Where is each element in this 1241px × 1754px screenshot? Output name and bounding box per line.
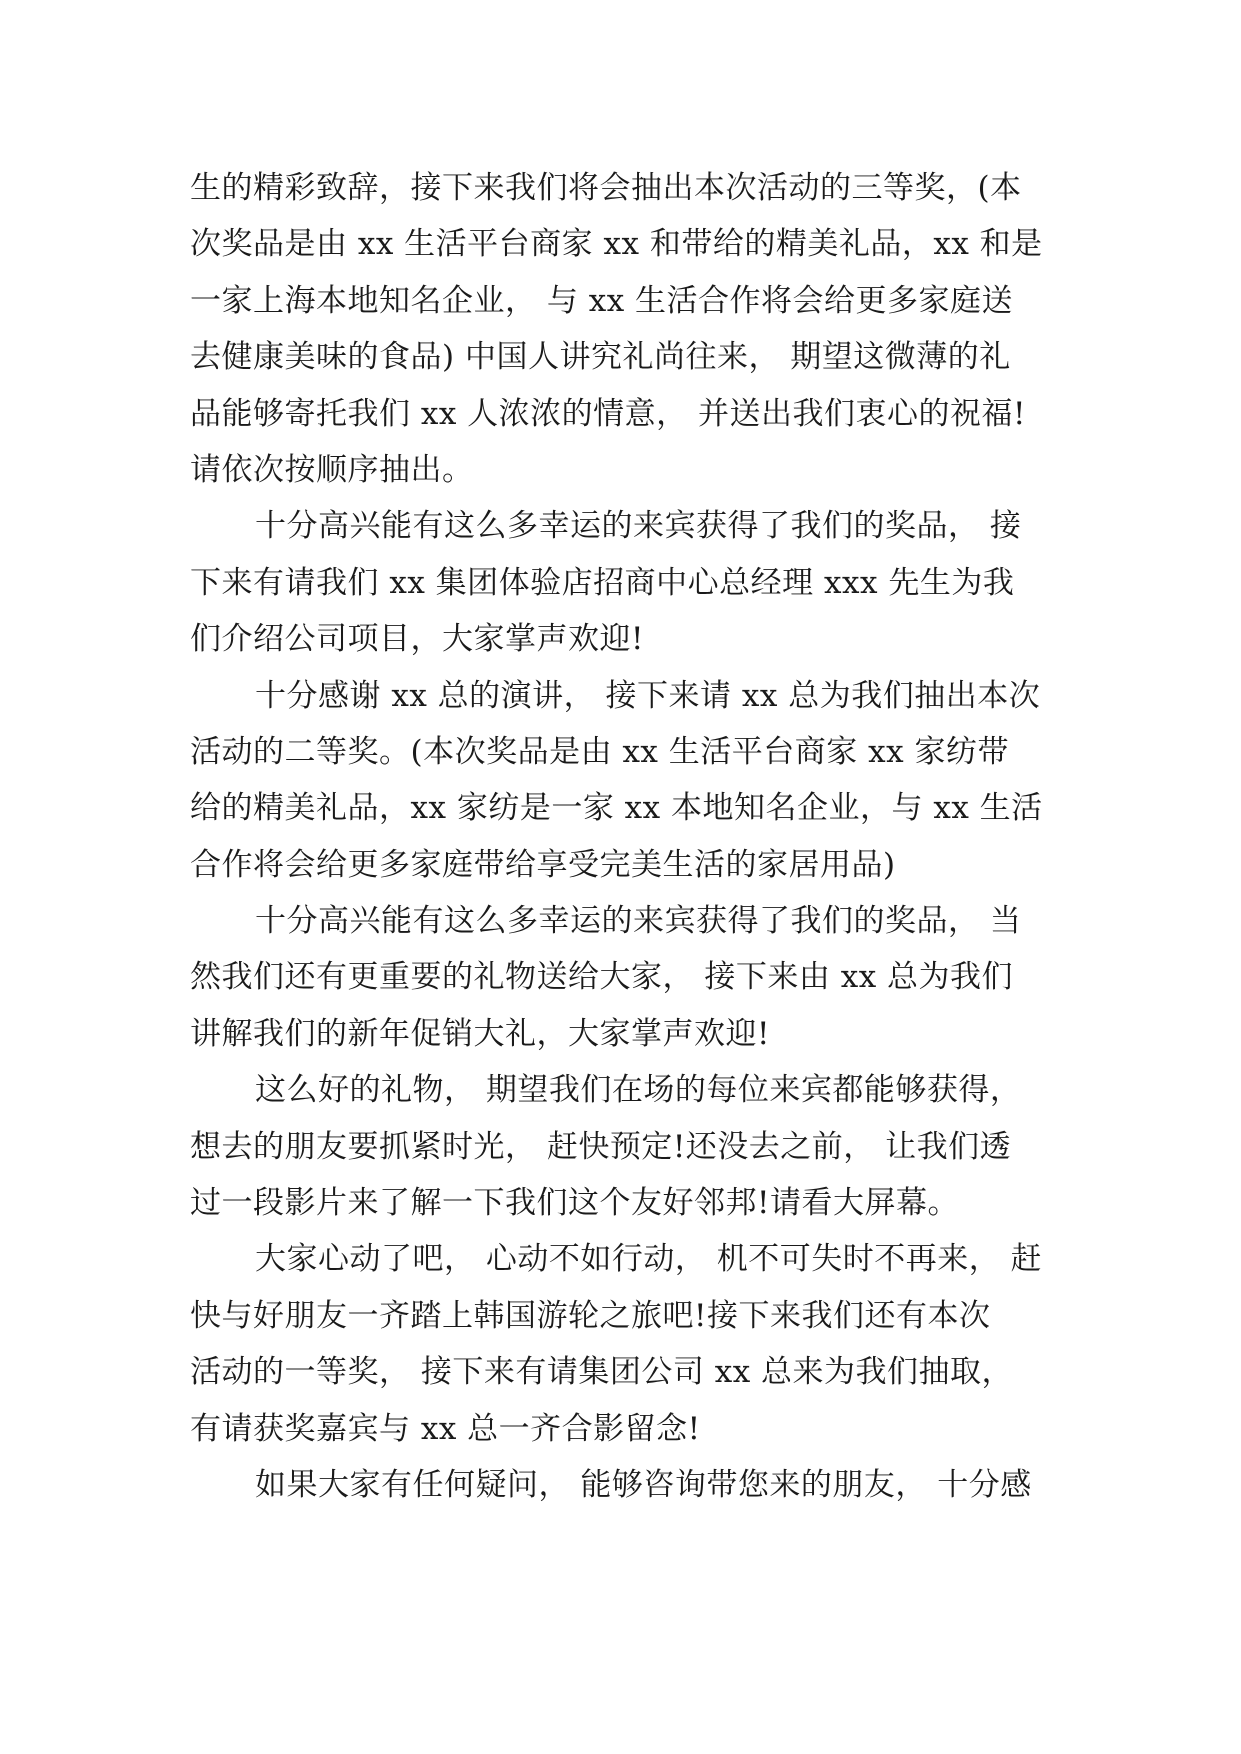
text-line: 有请获奖嘉宾与 xx 总一齐合影留念! bbox=[190, 1410, 701, 1447]
text-line: 快与好朋友一齐踏上韩国游轮之旅吧!接下来我们还有本次 bbox=[190, 1297, 991, 1334]
text-line: 过一段影片来了解一下我们这个友好邻邦!请看大屏幕。 bbox=[190, 1185, 959, 1222]
text-line: 想去的朋友要抓紧时光， 赶快预定!还没去之前， 让我们透 bbox=[190, 1128, 1012, 1165]
paragraph-first-line: 如果大家有任何疑问， 能够咨询带您来的朋友， 十分感 bbox=[255, 1466, 1032, 1503]
text-line: 合作将会给更多家庭带给享受完美生活的家居用品) bbox=[190, 846, 896, 883]
text-line: 活动的一等奖， 接下来有请集团公司 xx 总来为我们抽取， bbox=[190, 1354, 1014, 1391]
text-line: 品能够寄托我们 xx 人浓浓的情意， 并送出我们衷心的祝福! bbox=[190, 395, 1026, 432]
paragraph-first-line: 这么好的礼物， 期望我们在场的每位来宾都能够获得， bbox=[255, 1072, 1022, 1109]
text-line: 去健康美味的食品) 中国人讲究礼尚往来， 期望这微薄的礼 bbox=[190, 339, 1011, 376]
text-line: 然我们还有更重要的礼物送给大家， 接下来由 xx 总为我们 bbox=[190, 959, 1014, 996]
text-line: 生的精彩致辞，接下来我们将会抽出本次活动的三等奖，(本 bbox=[190, 170, 1022, 206]
text-line: 次奖品是由 xx 生活平台商家 xx 和带给的精美礼品，xx 和是 bbox=[190, 226, 1043, 263]
text-line: 下来有请我们 xx 集团体验店招商中心总经理 xxx 先生为我 bbox=[190, 564, 1015, 601]
paragraph-first-line: 十分感谢 xx 总的演讲， 接下来请 xx 总为我们抽出本次 bbox=[255, 677, 1041, 714]
text-line: 给的精美礼品，xx 家纺是一家 xx 本地知名企业，与 xx 生活 bbox=[190, 790, 1043, 827]
text-line: 一家上海本地知名企业， 与 xx 生活合作将会给更多家庭送 bbox=[190, 282, 1014, 319]
text-line: 们介绍公司项目，大家掌声欢迎! bbox=[190, 621, 644, 658]
document-body bbox=[190, 160, 1070, 1513]
paragraph-first-line: 大家心动了吧， 心动不如行动， 机不可失时不再来， 赶 bbox=[255, 1241, 1043, 1278]
text-line: 请依次按顺序抽出。 bbox=[190, 451, 474, 488]
paragraph-first-line: 十分高兴能有这么多幸运的来宾获得了我们的奖品， 接 bbox=[255, 508, 1022, 545]
paragraph-first-line: 十分高兴能有这么多幸运的来宾获得了我们的奖品， 当 bbox=[255, 903, 1022, 940]
text-line: 讲解我们的新年促销大礼，大家掌声欢迎! bbox=[190, 1015, 770, 1052]
text-line: 活动的二等奖。(本次奖品是由 xx 生活平台商家 xx 家纺带 bbox=[190, 733, 1009, 770]
